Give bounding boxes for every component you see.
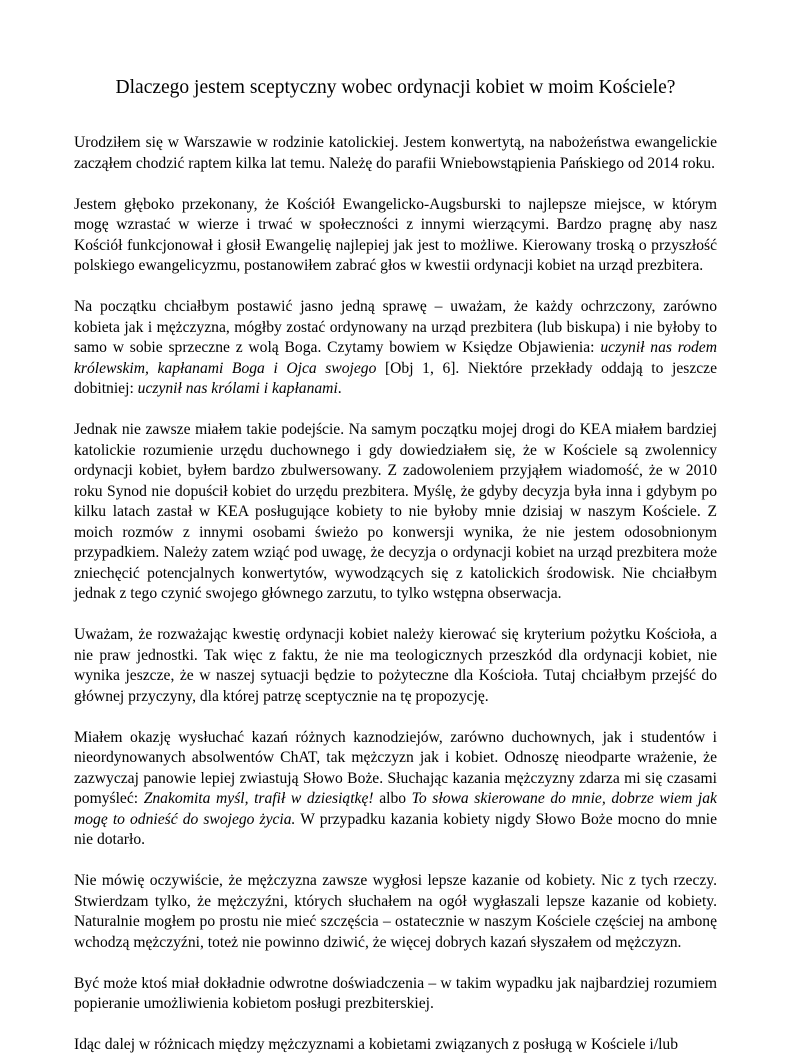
text-run: Uważam, że rozważając kwestię ordynacji kobiet należy kierować się kryterium pożytku Kościoła, a nie praw jednostki. Tak więc z faktu, że nie ma teologicznych przeszkód dla ordynacji kobiet, nie wynika jeszcze, że w naszej sytuacji będzie to pożyteczne dla Kościoła. Tutaj chciałbym przejść do głównej przyczyny, dla której patrzę sceptycznie na tę propozycję. [74, 626, 717, 705]
text-run: Być może ktoś miał dokładnie odwrotne doświadczenia – w takim wypadku jak najbardziej rozumiem popieranie umożliwienia kobietom posługi prezbiterskiej. [74, 974, 717, 1012]
text-run: W przypadku kazania kobiety nigdy Słowo Boże mocno do mnie nie dotarło. [74, 810, 717, 848]
paragraph [74, 974, 717, 1015]
text-run: Miałem okazję wysłuchać kazań różnych kaznodziejów, zarówno duchownych, jak i studentów i nieordynowanych absolwentów ChAT, tak mężczyzn jak i kobiet. Odnoszę nieodparte wrażenie, że zazwyczaj panowie lepiej zwiastują Słowo Boże. Słuchając kazania mężczyzny zdarza mi się czasami pomyśleć: [74, 728, 717, 807]
text-run: Jednak nie zawsze miałem takie podejście. Na samym początku mojej drogi do KEA miałem bardziej katolickie rozumienie urzędu duchownego i gdy dowiedziałem się, że w Kościele są zwolennicy ordynacji kobiet, byłem bardzo zbulwersowany. Z zadowoleniem przyjąłem wiadomość, że w 2010 roku Synod nie dopuścił kobiet do urzędu prezbitera. Myślę, że gdyby decyzja była inna i gdybym po kilku latach zastał w KEA posługujące kobiety to nie byłoby mnie dzisiaj w naszym Kościele. Z moich rozmów z innymi osobami świeżo po konwersji wynika, że nie jestem odosobnionym przypadkiem. Należy zatem wziąć pod uwagę, że decyzja o ordynacji kobiet na urząd prezbitera może zniechęcić potencjalnych konwertytów, wywodzących się z katolickich środowisk. Nie chciałbym jednak z tego czynić swojego głównego zarzutu, to tylko wstępna obserwacja. [74, 421, 717, 602]
paragraph [74, 420, 717, 605]
paragraph [74, 195, 717, 277]
document-title: Dlaczego jestem sceptyczny wobec ordynacji kobiet w moim Kościele? [115, 77, 676, 98]
italic-quote: uczynił nas rodem królewskim, kapłanami Boga i Ojca swojego [74, 339, 717, 377]
text-run: Urodziłem się w Warszawie w rodzinie katolickiej. Jestem konwertytą, na nabożeństwa ewangelickie zacząłem chodzić raptem kilka lat temu. Należę do parafii Wniebowstąpienia Pańskiego od 2014 roku. [74, 134, 717, 172]
paragraph [74, 297, 717, 400]
text-run: Jestem głęboko przekonany, że Kościół Ewangelicko-Augsburski to najlepsze miejsce, w którym mogę wzrastać w wierze i trwać w społeczności z innymi wierzącymi. Bardzo pragnę aby nasz Kościół funkcjonował i głosił Ewangelię najlepiej jak jest to możliwe. Kierowany troską o przyszłość polskiego ewangelicyzmu, postanowiłem zabrać głos w kwestii ordynacji kobiet na urząd prezbitera. [74, 195, 717, 274]
paragraph [74, 625, 717, 707]
text-run: albo [373, 790, 412, 807]
text-run: Nie mówię oczywiście, że mężczyzna zawsze wygłosi lepsze kazanie od kobiety. Nic z tych rzeczy. Stwierdzam tylko, że mężczyźni, których słuchałem na ogół wygłaszali lepsze kazanie od kobiety. Naturalnie mogłem po prostu nie mieć szczęścia – ostatecznie w naszym Kościele częściej na ambonę wchodzą mężczyźni, toteż nie powinno dziwić, że więcej dobrych kazań słyszałem od mężczyzn. [74, 872, 717, 951]
italic-quote: uczynił nas królami i kapłanami [137, 380, 338, 397]
italic-quote: To słowa skierowane do mnie, dobrze wiem jak mogę to odnieść do swojego życia. [74, 790, 717, 828]
paragraph [74, 728, 717, 851]
text-run: [Obj 1, 6]. Niektóre przekłady oddają to jeszcze dobitniej: [74, 359, 718, 397]
document-body [74, 133, 717, 1056]
paragraph [74, 871, 717, 953]
paragraph [74, 133, 717, 174]
text-run: . [337, 380, 342, 397]
paragraph [74, 1035, 717, 1056]
text-run: Idąc dalej w różnicach między mężczyznami a kobietami związanych z posługą w Kościele i/lub [74, 1036, 678, 1053]
italic-quote: Znakomita myśl, trafił w dziesiątkę! [143, 790, 374, 807]
text-run: Na początku chciałbym postawić jasno jedną sprawę – uważam, że każdy ochrzczony, zarówno kobieta jak i mężczyzna, mógłby zostać ordynowany na urząd prezbitera (lub biskupa) i nie byłoby to samo w sobie sprzeczne z wolą Boga. Czytamy bowiem w Księdze Objawienia: [74, 298, 717, 356]
